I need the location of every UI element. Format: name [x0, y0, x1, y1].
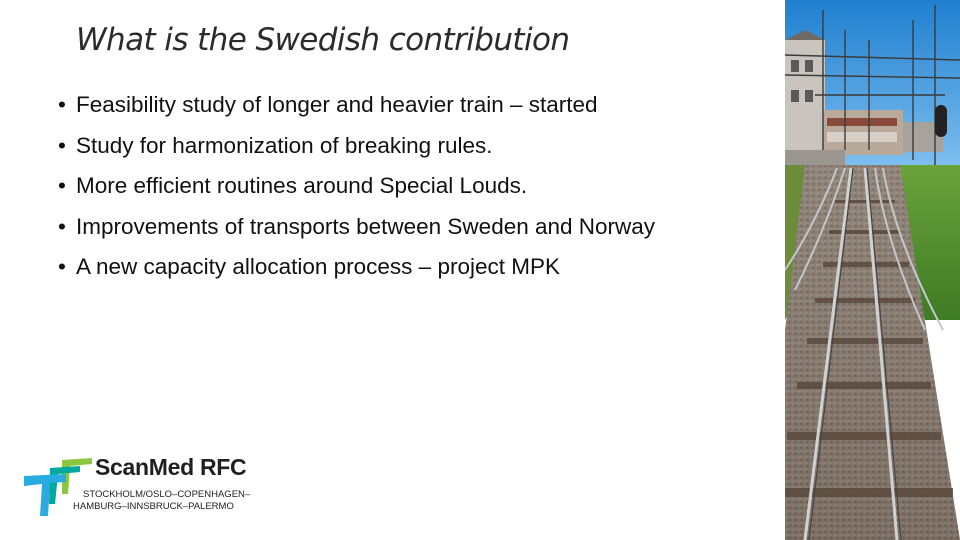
bullet-dot: •: [58, 132, 66, 158]
bullet-item: [58, 129, 655, 170]
logo-name: ScanMed RFC: [95, 454, 247, 480]
bullet-text: Improvements of transports between Sweden and Norway: [76, 213, 656, 239]
bullet-item: [58, 210, 655, 251]
bullet-dot: •: [58, 213, 66, 239]
logo-subtitle-line1: STOCKHOLM/OSLO–COPENHAGEN–: [83, 489, 251, 500]
logo-subtitle-line2: HAMBURG–INNSBRUCK–PALERMO: [73, 501, 234, 512]
bullet-dot: •: [58, 173, 66, 199]
bullet-text: Study for harmonization of breaking rules.: [76, 132, 493, 158]
bullet-dot: •: [58, 254, 66, 280]
bullet-list: [58, 88, 655, 291]
scanmed-rfc-logo: [22, 454, 262, 516]
railway-tracks-photo: [785, 0, 960, 540]
bullet-dot: •: [58, 92, 66, 117]
bullet-item: [58, 250, 655, 291]
bullet-item: [58, 88, 655, 129]
bullet-item: [58, 169, 655, 210]
bullet-text: More efficient routines around Special Louds.: [76, 173, 528, 199]
bullet-text: A new capacity allocation process – project MPK: [76, 254, 560, 280]
slide-title: What is the Swedish contribution: [76, 22, 570, 58]
bullet-text: Feasibility study of longer and heavier train – started: [76, 92, 598, 117]
